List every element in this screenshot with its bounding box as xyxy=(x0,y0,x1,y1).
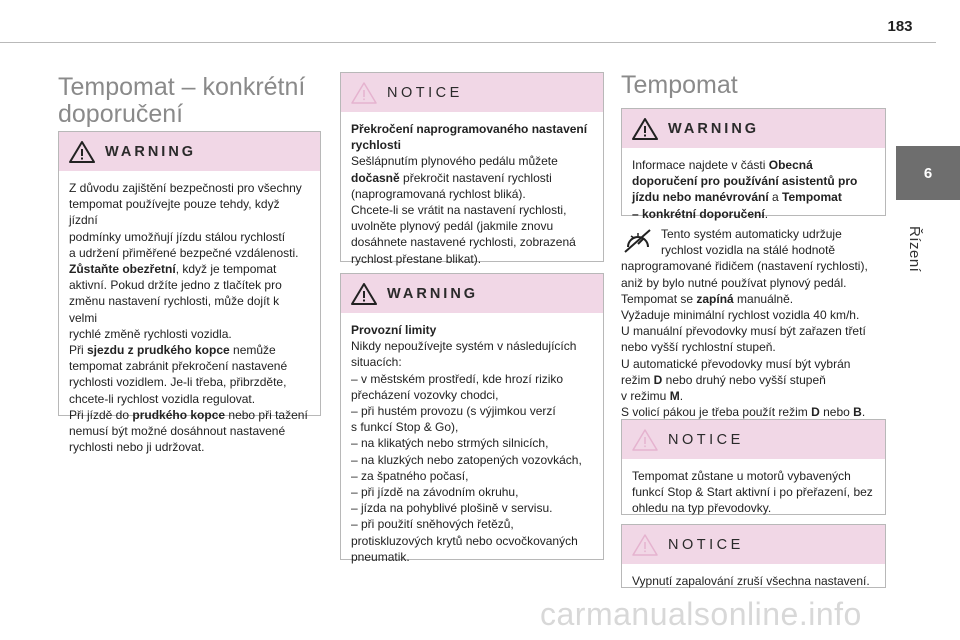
warning-body xyxy=(341,313,603,573)
text-line xyxy=(621,404,883,420)
text-run: Při jízdě do xyxy=(69,407,133,422)
text-line xyxy=(351,371,593,387)
text-run: překročit nastavení rychlosti xyxy=(399,170,552,185)
text-line xyxy=(621,275,883,291)
text-line xyxy=(632,468,875,484)
text-line xyxy=(351,170,593,186)
text-run: změnu nastavení rychlosti, může dojít k velmi xyxy=(69,294,280,325)
warning-icon xyxy=(632,117,658,141)
text-line xyxy=(621,323,883,339)
text-run: tempomat používejte pouze tehdy, když jízdní xyxy=(69,197,280,228)
text-line xyxy=(351,533,593,549)
bold-text: jízdu nebo manévrování xyxy=(632,190,769,205)
warning-header xyxy=(622,109,885,148)
text-run: nemusí být možné dosáhnout nastavené xyxy=(69,424,286,439)
text-line xyxy=(69,423,310,439)
text-line xyxy=(351,121,593,137)
text-run: režim xyxy=(621,372,654,387)
text-line xyxy=(69,374,310,390)
text-line xyxy=(621,258,883,274)
text-run: naprogramované řidičem (nastavení rychlosti), xyxy=(621,259,868,274)
text-run: – za špatného počasí, xyxy=(351,468,469,483)
text-line xyxy=(351,218,593,234)
text-run: nemůže xyxy=(229,343,276,358)
text-run: Chcete-li se vrátit na nastavení rychlosti, xyxy=(351,203,567,218)
notice-header xyxy=(622,525,885,564)
text-run: v režimu xyxy=(621,389,670,404)
bold-text: sjezdu z prudkého kopce xyxy=(87,343,230,358)
text-line xyxy=(351,403,593,419)
bold-text: B xyxy=(853,405,862,420)
notice-box-ignition xyxy=(621,524,886,588)
text-run: přecházení vozovky chodci, xyxy=(351,387,499,402)
text-run: dosáhnete nastavené rychlosti, zobrazená xyxy=(351,235,576,250)
warning-box-safety xyxy=(58,131,321,455)
bold-text: M xyxy=(669,389,680,404)
text-run: rychlost přestane blikat). xyxy=(351,251,482,266)
text-line xyxy=(69,407,310,423)
text-run: – jízda na pohyblivé plošině v servisu. xyxy=(351,501,553,516)
chapter-title: Řízení xyxy=(906,226,923,273)
bold-text: Provozní limity xyxy=(351,323,437,337)
text-run: ohledu na typ převodovky. xyxy=(632,501,772,516)
warning-icon xyxy=(351,282,377,306)
text-line xyxy=(351,153,593,169)
bold-text: – konkrétní doporučení xyxy=(632,206,765,221)
text-run: rychlost vozidla na stálé hodnotě xyxy=(661,243,836,258)
bold-text: dočasně xyxy=(351,170,400,185)
text-run: funkcí Stop & Start aktivní i po přeřazení, bez xyxy=(632,485,873,500)
text-line xyxy=(351,338,593,354)
text-run: uvolněte plynový pedál (jakmile znovu xyxy=(351,219,554,234)
text-run: rychlosti nebo ji udržovat. xyxy=(69,440,205,455)
text-line xyxy=(351,186,593,202)
section-title-tempomat: Tempomat xyxy=(621,71,738,99)
page-number: 183 xyxy=(887,18,913,35)
text-run: Sešlápnutím plynového pedálu můžete xyxy=(351,154,558,169)
text-line xyxy=(69,293,310,325)
warning-label: WARNING xyxy=(105,143,197,160)
text-run: Z důvodu zajištění bezpečnosti pro všechny xyxy=(69,181,302,195)
bold-text: D xyxy=(653,372,663,387)
text-run: . xyxy=(861,405,866,420)
notice-label: NOTICE xyxy=(668,431,744,448)
notice-header xyxy=(341,73,603,112)
text-line xyxy=(621,356,883,372)
text-line xyxy=(351,251,593,267)
text-line xyxy=(69,391,310,407)
text-line xyxy=(351,500,593,516)
warning-body xyxy=(59,171,320,463)
text-run: – v městském prostředí, kde hrozí riziko xyxy=(351,371,564,386)
bold-text: doporučení pro používání asistentů pro xyxy=(632,174,858,189)
text-line xyxy=(69,245,310,261)
notice-header xyxy=(622,420,885,459)
bold-text: Zůstaňte obezřetní xyxy=(69,262,176,277)
text-run: rychlosti vozidlem. Je-li třeba, přibrzděte, xyxy=(69,375,287,390)
notice-box-stop-start xyxy=(621,419,886,515)
text-line xyxy=(351,387,593,403)
text-run: nebo xyxy=(819,405,854,420)
text-run: – při hustém provozu (s výjimkou verzí xyxy=(351,404,556,419)
text-run: manuálně. xyxy=(733,291,794,306)
notice-box-speed-override xyxy=(340,72,604,266)
text-line xyxy=(351,516,593,532)
chapter-tab[interactable]: 6 xyxy=(896,146,960,200)
text-line xyxy=(69,180,310,196)
text-line xyxy=(69,358,310,374)
text-line xyxy=(621,226,883,242)
text-line xyxy=(632,484,875,500)
text-line xyxy=(351,435,593,451)
text-run: s funkcí Stop & Go), xyxy=(351,420,459,435)
section-title-specific-recommendations xyxy=(58,74,305,128)
text-run: Vyžaduje minimální rychlost vozidla 40 km/h. xyxy=(621,308,860,323)
text-run: tempomat zabránit překročení nastavené xyxy=(69,359,288,374)
warning-header xyxy=(59,132,320,171)
text-line xyxy=(351,234,593,250)
text-line xyxy=(351,202,593,218)
text-line xyxy=(621,242,883,258)
text-line xyxy=(621,291,883,307)
warning-box-reference xyxy=(621,108,886,221)
text-line xyxy=(69,277,310,293)
notice-body xyxy=(622,564,885,597)
text-line xyxy=(621,372,883,388)
header-rule xyxy=(0,42,936,43)
text-run: , když je tempomat xyxy=(175,262,277,277)
text-run: – při jízdě na závodním okruhu, xyxy=(351,485,519,500)
text-line xyxy=(632,157,875,173)
text-line xyxy=(632,206,875,222)
text-run: nebo druhý nebo vyšší stupeň xyxy=(662,372,826,387)
text-run: a xyxy=(768,190,783,205)
text-run: Při xyxy=(69,343,87,358)
section-title-line: Tempomat – konkrétní xyxy=(58,73,306,101)
notice-icon xyxy=(351,81,377,105)
text-run: – při použití sněhových řetězů, xyxy=(351,517,514,532)
notice-icon xyxy=(632,428,658,452)
text-line xyxy=(351,137,593,153)
warning-box-operating-limits xyxy=(340,273,604,564)
text-line xyxy=(69,261,310,277)
text-line xyxy=(632,189,875,205)
notice-label: NOTICE xyxy=(668,536,744,553)
text-run: Tempomat se xyxy=(621,291,697,306)
text-line xyxy=(69,326,310,342)
text-run: aktivní. Pokud držíte jedno z tlačítek pro xyxy=(69,278,282,293)
text-line xyxy=(632,173,875,189)
text-run: . xyxy=(679,389,684,404)
bold-text: D xyxy=(811,405,820,420)
bold-text: rychlosti xyxy=(351,138,402,153)
text-line xyxy=(351,419,593,435)
text-run: aniž by bylo nutné používat plynový pedál. xyxy=(621,275,847,290)
section-title-line: doporučení xyxy=(58,100,184,128)
text-line xyxy=(632,573,875,589)
text-line xyxy=(351,484,593,500)
bold-text: Obecná xyxy=(768,158,813,172)
text-line xyxy=(621,307,883,323)
notice-body xyxy=(622,459,885,525)
text-line xyxy=(621,339,883,355)
text-run: . xyxy=(764,206,769,221)
text-line xyxy=(351,468,593,484)
text-run: chcete-li rychlost vozidla regulovat. xyxy=(69,391,256,406)
text-line xyxy=(351,452,593,468)
text-run: U manuální převodovky musí být zařazen třetí xyxy=(621,324,866,339)
text-run: a udržení přiměřené bezpečné vzdálenosti. xyxy=(69,245,299,260)
text-run: (naprogramovaná rychlost bliká). xyxy=(351,186,526,201)
text-run: pneumatik. xyxy=(351,549,410,564)
text-run: protiskluzových krytů nebo ocvočkovaných xyxy=(351,533,578,548)
text-line xyxy=(351,354,593,370)
text-run: rychlé změně rychlosti vozidla. xyxy=(69,326,232,341)
text-run: Informace najdete v části xyxy=(632,158,769,172)
text-run: – na klikatých nebo strmých silnicích, xyxy=(351,436,549,451)
text-run: Nikdy nepoužívejte systém v následujících xyxy=(351,339,577,354)
text-run: Tempomat zůstane u motorů vybavených xyxy=(632,469,851,483)
text-run: Tento systém automaticky udržuje xyxy=(661,227,842,241)
text-run: nebo při tažení xyxy=(225,407,308,422)
bold-text: Tempomat xyxy=(782,190,842,205)
watermark: carmanualsonline.info xyxy=(540,596,862,632)
text-line xyxy=(69,196,310,228)
text-run: S volicí pákou je třeba použít režim xyxy=(621,405,812,420)
text-line xyxy=(621,388,883,404)
text-run: U automatické převodovky musí být vybrán xyxy=(621,356,851,371)
warning-label: WARNING xyxy=(668,120,760,137)
text-run: situacích: xyxy=(351,355,402,370)
text-line xyxy=(69,342,310,358)
tempomat-description xyxy=(621,226,883,420)
text-line xyxy=(69,439,310,455)
bold-text: zapíná xyxy=(696,291,734,306)
warning-label: WARNING xyxy=(387,285,479,302)
text-line xyxy=(632,500,875,516)
notice-icon xyxy=(632,533,658,557)
notice-label: NOTICE xyxy=(387,84,463,101)
bold-text: Překročení naprogramovaného nastavení xyxy=(351,122,588,136)
text-line xyxy=(69,229,310,245)
text-run: nebo vyšší rychlostní stupeň. xyxy=(621,340,776,355)
text-run: podmínky umožňují jízdu stálou rychlostí xyxy=(69,229,286,244)
warning-body xyxy=(622,148,885,230)
bold-text: prudkého kopce xyxy=(132,407,226,422)
notice-body xyxy=(341,112,603,275)
warning-header xyxy=(341,274,603,313)
text-line xyxy=(351,549,593,565)
warning-icon xyxy=(69,140,95,164)
text-run: Vypnutí zapalování zruší všechna nastavení. xyxy=(632,574,870,588)
text-line xyxy=(351,322,593,338)
text-run: – na kluzkých nebo zatopených vozovkách, xyxy=(351,452,582,467)
